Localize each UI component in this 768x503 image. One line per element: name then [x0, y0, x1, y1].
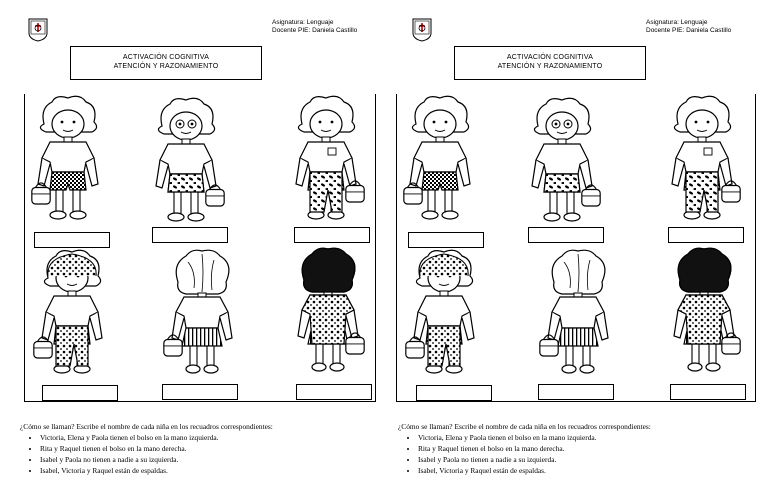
- clue-item: • Isabel, Victoria y Raquel están de espaldas.: [40, 465, 380, 476]
- clue-item: • Isabel y Paola no tienen a nadie a su izquierda.: [40, 454, 380, 465]
- school-crest-icon: [412, 18, 432, 42]
- name-box-6[interactable]: [670, 384, 746, 400]
- name-box-3[interactable]: [668, 227, 744, 243]
- girl-illustration-2: [140, 96, 232, 226]
- title-line-1: ACTIVACIÓN COGNITIVA: [122, 54, 210, 61]
- worksheet-right: [384, 0, 768, 503]
- girl-illustration-6: [658, 246, 750, 376]
- girl-illustration-2: [516, 96, 608, 226]
- instructions: [398, 421, 758, 476]
- school-crest-icon: [28, 18, 48, 42]
- teacher-label: Docente PIE: Daniela Castillo: [272, 27, 358, 34]
- girl-illustration-4: [398, 248, 490, 378]
- name-box-1[interactable]: [34, 232, 110, 248]
- instructions-question: ¿Cómo se llaman? Escribe el nombre de cada niña en los recuadros correspondientes:: [20, 422, 273, 431]
- name-box-2[interactable]: [528, 227, 604, 243]
- name-box-2[interactable]: [152, 227, 228, 243]
- instructions-question: ¿Cómo se llaman? Escribe el nombre de cada niña en los recuadros correspondientes:: [398, 422, 651, 431]
- girl-illustration-5: [532, 248, 624, 378]
- girl-illustration-1: [22, 94, 114, 224]
- name-box-4[interactable]: [42, 385, 118, 401]
- name-box-3[interactable]: [294, 227, 370, 243]
- name-box-4[interactable]: [416, 385, 492, 401]
- subject-label: Asignatura: Lenguaje: [646, 19, 708, 26]
- girl-illustration-5: [156, 248, 248, 378]
- clue-item: • Victoria, Elena y Paola tienen el bolso en la mano izquierda.: [418, 432, 758, 443]
- instructions: [20, 421, 380, 476]
- title-box: [454, 46, 646, 80]
- girl-illustration-4: [26, 248, 118, 378]
- name-box-5[interactable]: [162, 384, 238, 400]
- clue-item: • Isabel, Victoria y Raquel están de espaldas.: [418, 465, 758, 476]
- subject-label: Asignatura: Lenguaje: [272, 19, 334, 26]
- girl-illustration-3: [280, 94, 372, 224]
- clue-item: • Victoria, Elena y Paola tienen el bolso en la mano izquierda.: [40, 432, 380, 443]
- name-box-5[interactable]: [538, 384, 614, 400]
- header-info: [272, 19, 357, 35]
- girl-illustration-1: [394, 94, 486, 224]
- teacher-label: Docente PIE: Daniela Castillo: [646, 27, 732, 34]
- header-info: [646, 19, 731, 35]
- clue-item: • Rita y Raquel tienen el bolso en la mano derecha.: [40, 443, 380, 454]
- name-box-6[interactable]: [296, 384, 372, 400]
- clue-item: • Rita y Raquel tienen el bolso en la mano derecha.: [418, 443, 758, 454]
- name-box-1[interactable]: [408, 232, 484, 248]
- title-line-2: ATENCIÓN Y RAZONAMIENTO: [497, 63, 603, 70]
- clue-list: [20, 432, 380, 476]
- title-box: [70, 46, 262, 80]
- girl-illustration-6: [282, 246, 374, 376]
- title-line-2: ATENCIÓN Y RAZONAMIENTO: [113, 63, 219, 70]
- clue-list: [398, 432, 758, 476]
- clue-item: • Isabel y Paola no tienen a nadie a su izquierda.: [418, 454, 758, 465]
- title-line-1: ACTIVACIÓN COGNITIVA: [506, 54, 594, 61]
- girl-illustration-3: [656, 94, 748, 224]
